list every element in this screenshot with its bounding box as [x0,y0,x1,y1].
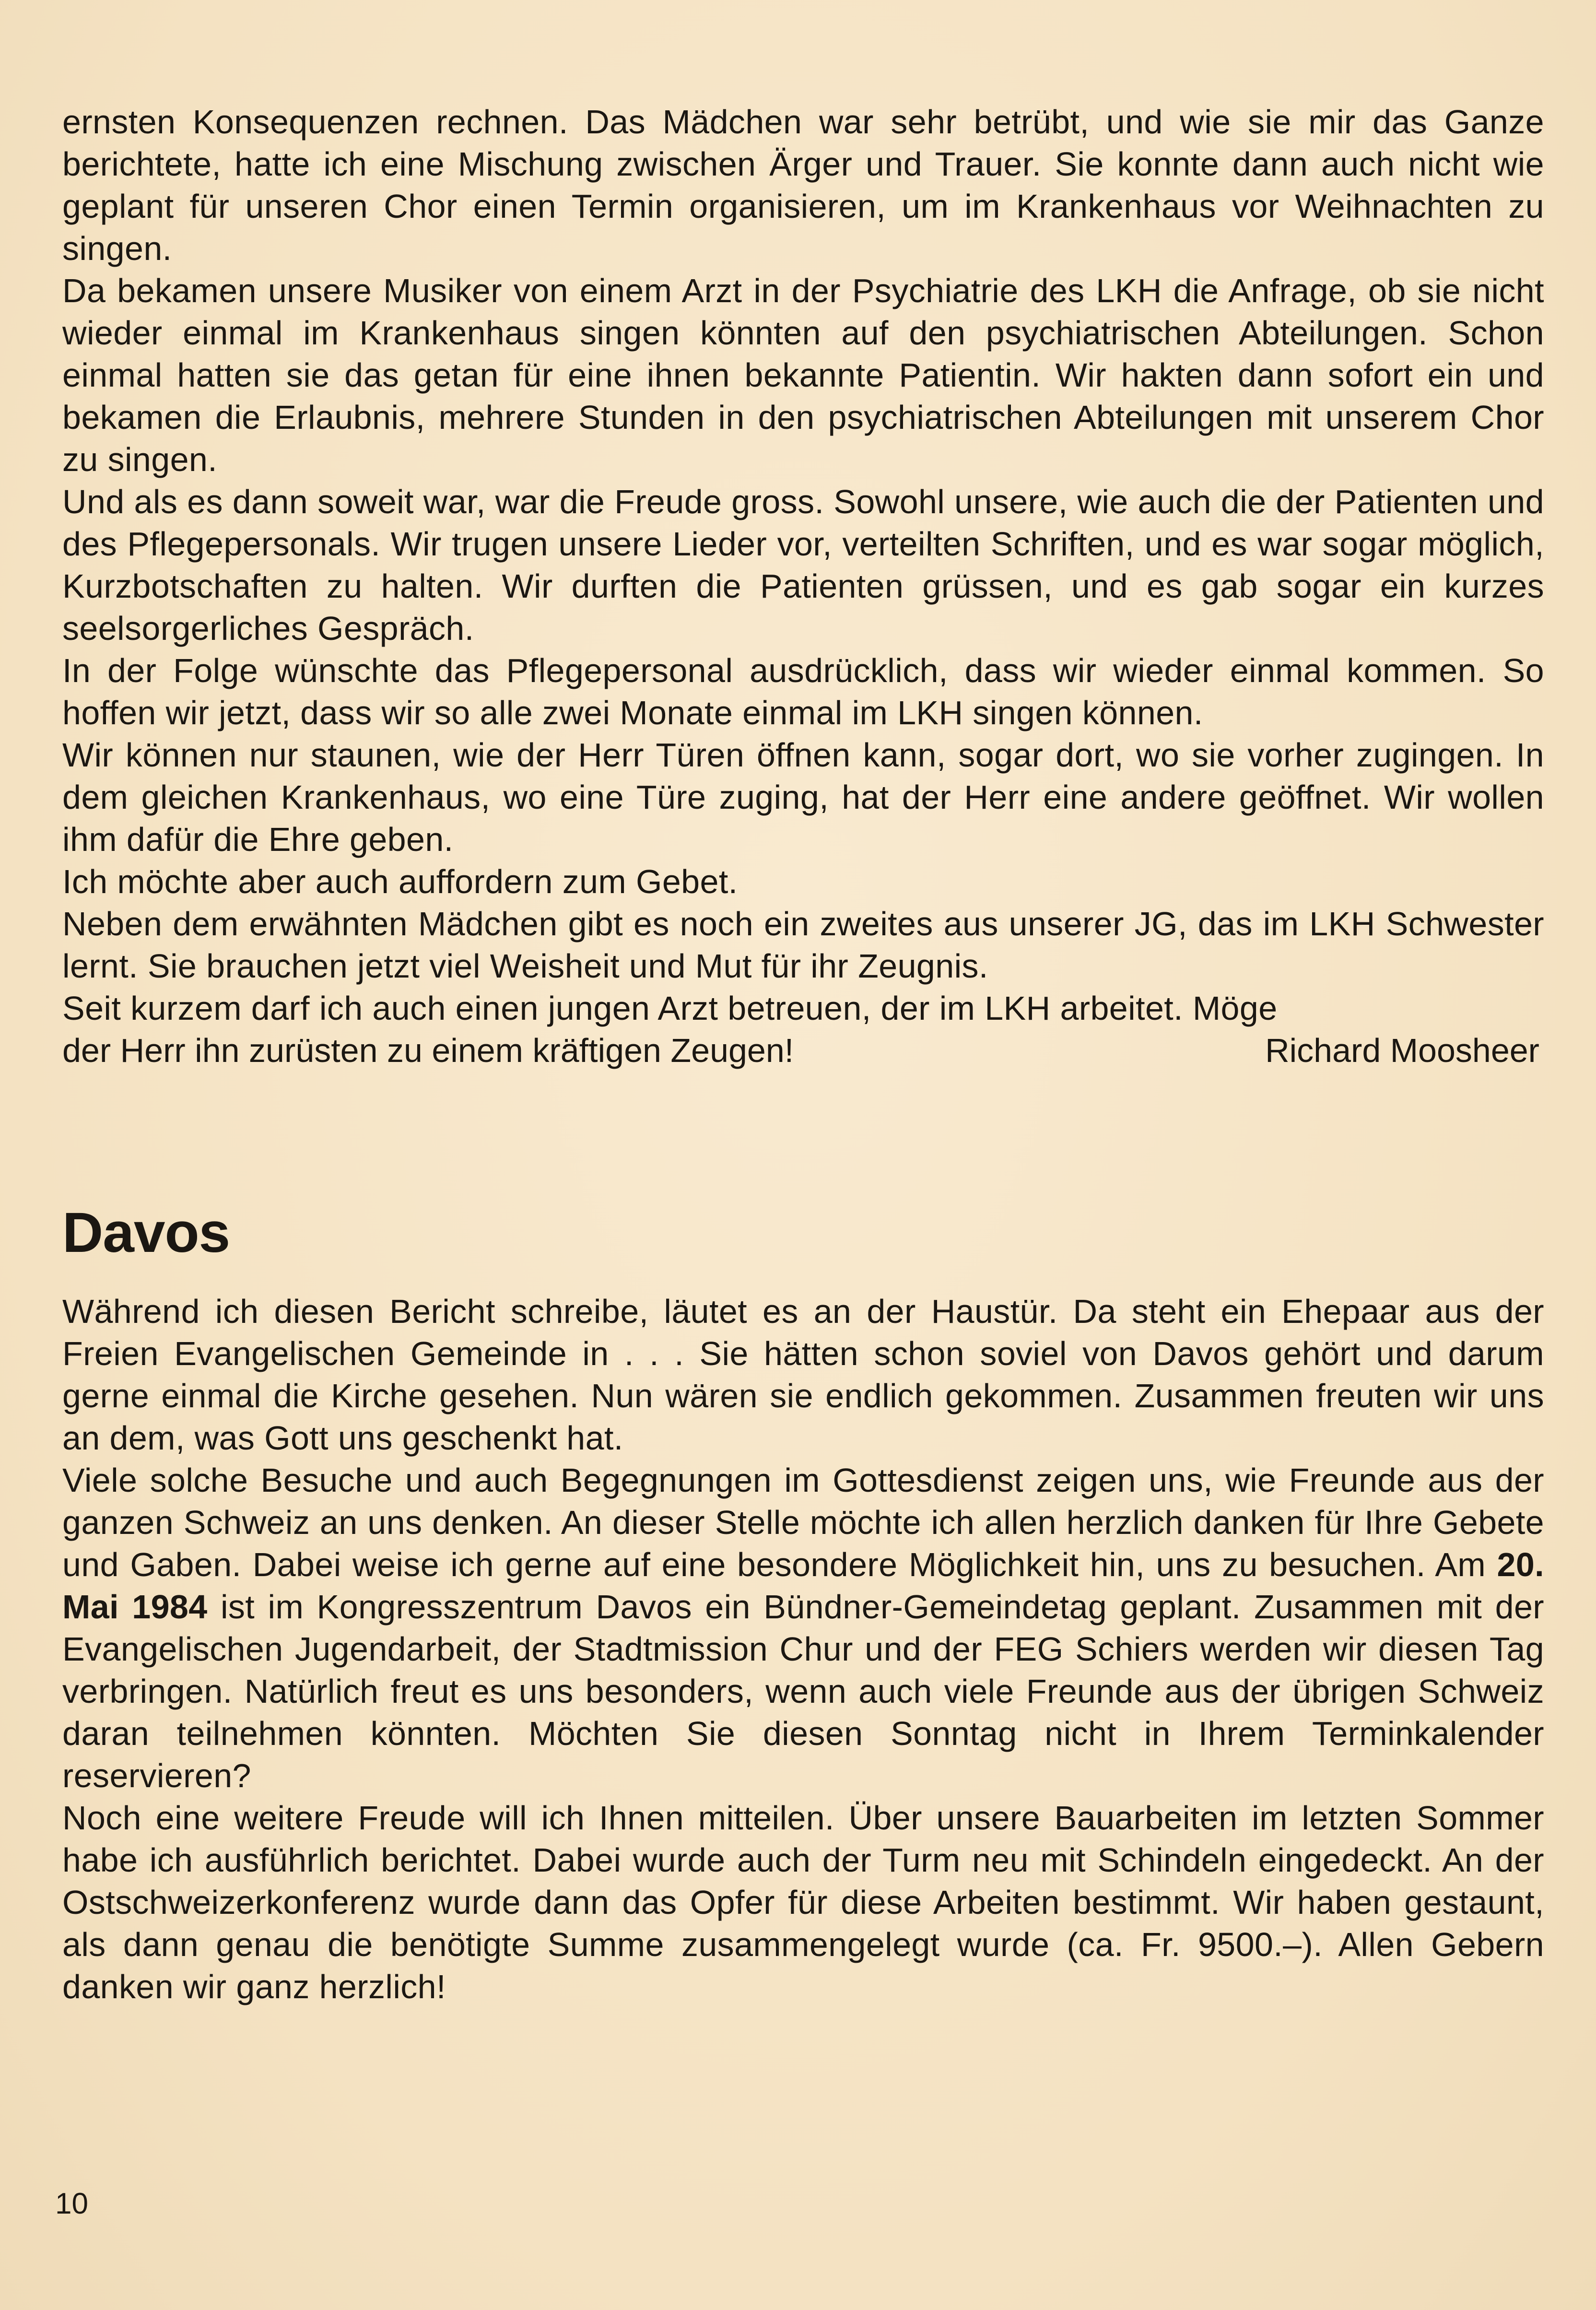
paragraph: Ich möchte aber auch auffordern zum Gebet. [62,863,738,900]
paragraph: Während ich diesen Bericht schreibe, läutet es an der Haustür. Da steht ein Ehepaar aus der Freien Evangelischen Gemeinde in . . . Sie hätten schon soviel von Davos gehört und darum gerne einmal die Kirche gesehen. Nun wären sie endlich gekommen. Zusammen freuten wir uns an dem, was Gott uns geschenkt hat. [62,1293,1544,1457]
paragraph: Da bekamen unsere Musiker von einem Arzt in der Psychiatrie des LKH die Anfrage, ob sie nicht wieder einmal im Krankenhaus singen könnten auf den psychiatrischen Abteilungen. Schon einmal hatten sie das getan für eine ihnen bekannte Patientin. Wir hakten dann sofort ein und bekamen die Erlaubnis, mehrere Stunden in den psychiatrischen Abteilungen mit unserem Chor zu singen. [62,272,1544,478]
closing-sentence: der Herr ihn zurüsten zu einem kräftigen Zeugen! [62,1032,794,1069]
paragraph [62,1459,1544,1797]
event-date: 20. Mai 1984 [62,1546,1545,1626]
section-heading-davos: Davos [62,1201,230,1264]
author-signature: Richard Moosheer [1265,1032,1539,1069]
paragraph-text: Viele solche Besuche und auch Begegnungen im Gottesdienst zeigen uns, wie Freunde aus der ganzen Schweiz an uns denken. An dieser Stelle möchte ich allen herzlich danken für Ihre Gebete und Gaben. Dabei weise ich gerne auf eine besondere Möglichkeit hin, uns zu besuchen. Am [62,1461,1544,1583]
davos-section [62,1290,1544,2008]
paragraph-text: ist im Kongresszentrum Davos ein Bündner-Gemeindetag geplant. Zusammen mit der Evangelischen Jugendarbeit, der Stadtmission Chur und der FEG Schiers werden wir diesen Tag verbringen. Natürlich freut es uns besonders, wenn auch viele Freunde aus der übrigen Schweiz daran teilnehmen könnten. Möchten Sie diesen Sonntag nicht in Ihrem Terminkalender reservieren? [62,1588,1544,1794]
paragraph: Neben dem erwähnten Mädchen gibt es noch ein zweites aus unserer JG, das im LKH Schwester lernt. Sie brauchen jetzt viel Weisheit und Mut für ihr Zeugnis. [62,905,1544,985]
paragraph: Seit kurzem darf ich auch einen jungen Arzt betreuen, der im LKH arbeitet. Möge [62,990,1278,1027]
paragraph: ernsten Konsequenzen rechnen. Das Mädchen war sehr betrübt, und wie sie mir das Ganze berichtete, hatte ich eine Mischung zwischen Ärger und Trauer. Sie konnte dann auch nicht wie geplant für unseren Chor einen Termin organisieren, um im Krankenhaus vor Weihnachten zu singen. [62,103,1544,267]
paragraph: Und als es dann soweit war, war die Freude gross. Sowohl unsere, wie auch die der Patienten und des Pflegepersonals. Wir trugen unsere Lieder vor, verteilten Schriften, und es war sogar möglich, Kurzbotschaften zu halten. Wir durften die Patienten grüssen, und es gab sogar ein kurzes seelsorgerliches Gespräch. [62,483,1544,647]
page-number: 10 [55,2187,88,2220]
article-continuation [62,101,1544,1072]
closing-line [62,1029,1544,1072]
paragraph: Wir können nur staunen, wie der Herr Türen öffnen kann, sogar dort, wo sie vorher zugingen. In dem gleichen Krankenhaus, wo eine Türe zuging, hat der Herr eine andere geöffnet. Wir wollen ihm dafür die Ehre geben. [62,736,1544,858]
paragraph: Noch eine weitere Freude will ich Ihnen mitteilen. Über unsere Bauarbeiten im letzten Sommer habe ich ausführlich berichtet. Dabei wurde auch der Turm neu mit Schindeln eingedeckt. An der Ostschweizerkonferenz wurde dann das Opfer für diese Arbeiten bestimmt. Wir haben gestaunt, als dann genau die benötigte Summe zusammengelegt wurde (ca. Fr. 9500.–). Allen Gebern danken wir ganz herzlich! [62,1799,1544,2005]
paragraph: In der Folge wünschte das Pflegepersonal ausdrücklich, dass wir wieder einmal kommen. So hoffen wir jetzt, dass wir so alle zwei Monate einmal im LKH singen können. [62,652,1544,731]
